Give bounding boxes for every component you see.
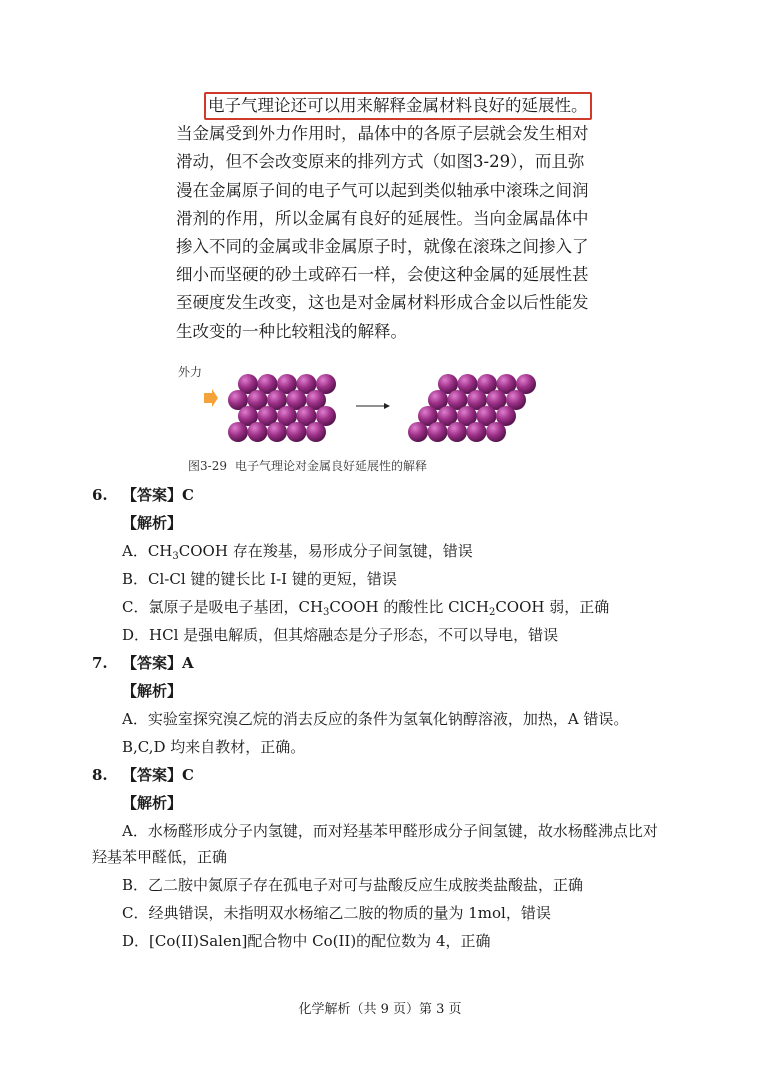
atom xyxy=(248,422,268,442)
atom xyxy=(486,422,506,442)
paragraph-line: 当金属受到外力作用时，晶体中的各原子层就会发生相对 xyxy=(176,124,589,144)
figure-number: 图3-29 xyxy=(188,459,227,473)
figure-caption xyxy=(188,457,427,474)
paragraph-line: 细小而坚硬的砂土或碎石一样，会使这种金属的延展性甚 xyxy=(176,265,589,285)
atom xyxy=(447,422,467,442)
atom xyxy=(306,422,326,442)
paragraph-line: 生改变的一种比较粗浅的解释。 xyxy=(176,321,407,341)
subscript: 3 xyxy=(172,551,179,562)
option-a: A．水杨醛形成分子内氢键，而对羟基苯甲醛形成分子间氢键，故水杨醛沸点比对 xyxy=(122,822,658,840)
subscript: 2 xyxy=(488,607,496,618)
analysis-heading: 【解析】 xyxy=(122,514,183,532)
question-7-answer xyxy=(92,652,194,673)
atom-lattice-before xyxy=(228,374,336,442)
option-a-continued: 羟基苯甲醛低，正确 xyxy=(92,848,228,866)
figure-caption-text: 电子气理论对金属良好延展性的解释 xyxy=(234,459,427,473)
atom-lattice-after xyxy=(408,374,536,442)
textbook-excerpt xyxy=(176,92,606,346)
paragraph-line: 滑动，但不会改变原来的排列方式（如图3-29），而且弥 xyxy=(176,152,585,172)
paragraph-line: 漫在金属原子间的电子气可以起到类似轴承中滚珠之间润 xyxy=(176,180,589,200)
question-number: 7. xyxy=(92,654,108,672)
answer-label: 【答案】C xyxy=(122,766,194,784)
answer-label: 【答案】C xyxy=(122,486,194,504)
option-c xyxy=(122,596,609,617)
question-8-answer xyxy=(92,764,194,785)
question-6-answer xyxy=(92,484,194,505)
atom xyxy=(428,422,448,442)
highlight-line xyxy=(176,92,606,120)
question-number: 6. xyxy=(92,486,108,504)
option-bcd: B,C,D 均来自教材，正确。 xyxy=(122,738,306,756)
atom xyxy=(287,422,307,442)
subscript: 3 xyxy=(323,607,330,618)
force-label: 外力 xyxy=(178,365,203,379)
atom xyxy=(467,422,487,442)
option-text: C．氯原子是吸电子基团，CH xyxy=(122,598,324,616)
option-b: B．Cl-Cl 键的键长比 I-I 键的更短，错误 xyxy=(122,570,397,588)
option-d: D．HCl 是强电解质，但其熔融态是分子形态，不可以导电，错误 xyxy=(122,626,559,644)
analysis-heading: 【解析】 xyxy=(122,794,183,812)
highlighted-sentence: 电子气理论还可以用来解释金属材料良好的延展性。 xyxy=(204,92,592,120)
option-text: COOH 弱，正确 xyxy=(495,598,610,616)
option-b: B．乙二胺中氮原子存在孤电子对可与盐酸反应生成胺类盐酸盐，正确 xyxy=(122,876,584,894)
option-text: A．CH xyxy=(122,542,173,560)
option-a: A．实验室探究溴乙烷的消去反应的条件为氢氧化钠醇溶液，加热，A 错误。 xyxy=(122,710,629,728)
option-d: D．[Co(II)Salen]配合物中 Co(II)的配位数为 4，正确 xyxy=(122,932,491,950)
option-c: C．经典错误，未指明双水杨缩乙二胺的物质的量为 1mol，错误 xyxy=(122,904,551,922)
atom xyxy=(228,422,248,442)
paragraph-line: 掺入不同的金属或非金属原子时，就像在滚珠之间掺入了 xyxy=(176,237,589,257)
answer-label: 【答案】A xyxy=(122,654,194,672)
page-footer: 化学解析（共 9 页）第 3 页 xyxy=(298,1002,462,1017)
paragraph-line: 至硬度发生改变，这也是对金属材料形成合金以后性能发 xyxy=(176,293,589,313)
transform-arrow-icon xyxy=(356,403,390,409)
atom xyxy=(267,422,287,442)
option-text: COOH 的酸性比 ClCH xyxy=(329,598,489,616)
atom xyxy=(408,422,428,442)
question-number: 8. xyxy=(92,766,108,784)
option-a xyxy=(122,540,473,561)
force-arrow-icon xyxy=(204,389,218,407)
paragraph-line: 滑剂的作用，所以金属有良好的延展性。当向金属晶体中 xyxy=(176,208,589,228)
analysis-heading: 【解析】 xyxy=(122,682,183,700)
option-text: COOH 存在羧基，易形成分子间氢键，错误 xyxy=(178,542,473,560)
